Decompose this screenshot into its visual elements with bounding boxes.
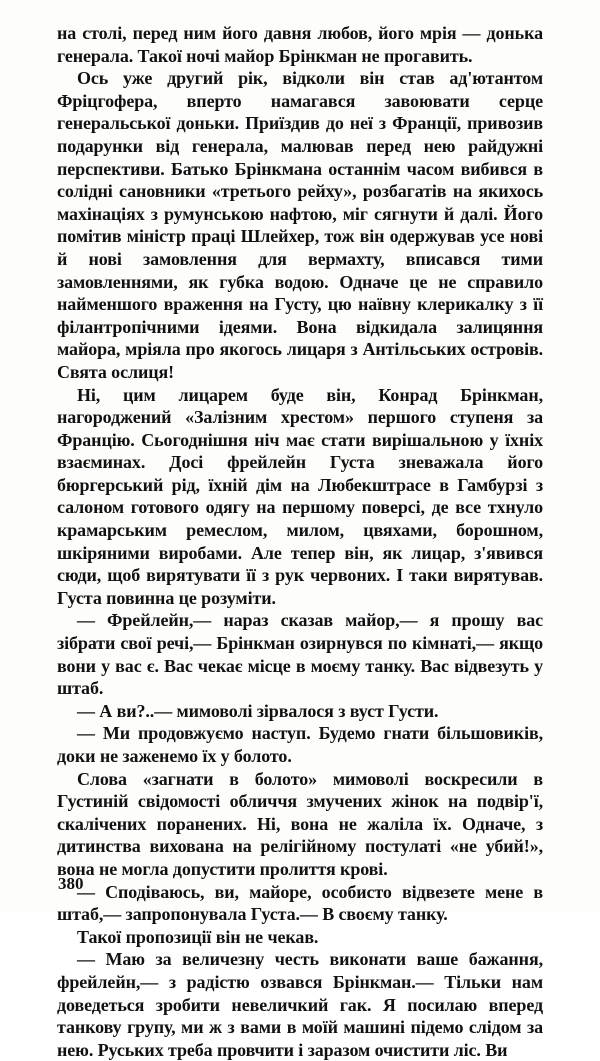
dialogue-line: — Маю за величезну честь виконати ваше бажання, фрейлейн,— з радістю озвався Брінкман.— Тільки нам доведеться зробити невеличкий гак. Я посилаю вперед танкову групу, ми ж з вами в моїй машині підемо слідом за нею. Руських треба провчити і заразом очистити ліс. Ви [57,949,543,1060]
dialogue-line: — А ви?..— мимоволі зірвалося з вуст Густи. [77,700,439,721]
paragraph: Ось уже другий рік, відколи він став ад'ютантом Фріцгофера, вперто намагався завоювати серце генеральської доньки. Приїздив до неї з Франції, привозив подарунки від генерала, малював перед нею райдужні перспективи. Батько Брінкмана останнім часом вибився в солідні сановники «третього рейху», розбагатів на якихось махінаціях з румунською нафтою, міг сягнути й далі. Його помітив міністр праці Шлейхер, тож він одержував усе нові й нові замовлення для вермахту, вписався тими замовленнями, як губка водою. Одначе це не справило найменшого враження на Густу, цю наївну клерикалку з її філантропічними ідеями. Вона відкидала залицяння майора, мріяла про якогось лицаря з Антільських островів. Свята ослиця! [57,68,543,382]
paragraph: Такої пропозиції він не чекав. [77,926,319,947]
body-text [57,22,543,1061]
page-number: 380 [58,874,84,893]
dialogue-line: — Ми продовжуємо наступ. Будемо гнати більшовиків, доки не заженемо їх у болото. [57,723,543,766]
paragraph: Слова «загнати в болото» мимоволі воскресили в Густиній свідомості обличчя змучених жінок на подвір'ї, скалічених поранених. Ні, вона не жаліла їх. Одначе, з дитинства вихована на релігійному постулаті «не убий!», вона не могла допустити пролиття крові. [57,768,543,879]
paragraph: на столі, перед ним його давня любов, його мрія — донька генерала. Такої ночі майор Брінкман не прогавить. [57,23,543,66]
dialogue-line: — Сподіваюсь, ви, майоре, особисто відвезете мене в штаб,— запропонувала Густа.— В своєму танку. [57,881,543,925]
paragraph: Ні, цим лицарем буде він, Конрад Брінкман, нагороджений «Залізним хрестом» першого ступеня за Францію. Сьогоднішня ніч має стати вирішальною у їхніх взаєминах. Досі фрейлейн Густа зневажала його бюргерський рід, їхній дім на Любекштрасе в Гамбурзі з салоном готового одягу на першому поверсі, де все тхнуло крамарським ремеслом, милом, цвяхами, борошном, шкіряними виробами. Але тепер він, як лицар, з'явився сюди, щоб вирятувати її з рук червоних. І таки вирятував. Густа повинна це розуміти. [57,384,543,608]
dialogue-line: — Фрейлейн,— нараз сказав майор,— я прошу вас зібрати свої речі,— Брінкман озирнувся по кімнаті,— якщо вони у вас є. Вас чекає місце в моєму танку. Вас відвезуть у штаб. [57,610,543,699]
